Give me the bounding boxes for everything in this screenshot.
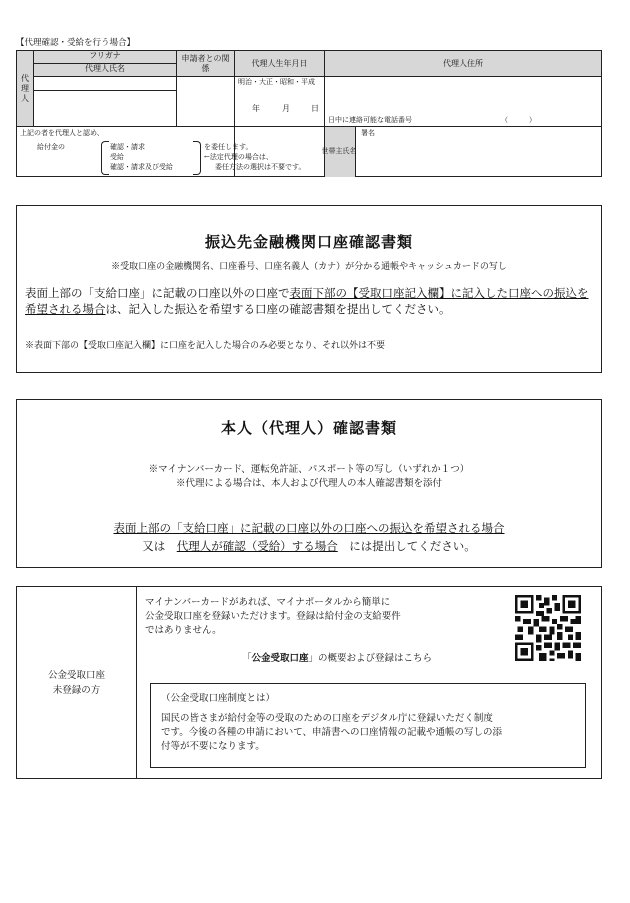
id-condition-1: 表面上部の「支給口座」に記載の口座以外の口座への振込を希望される場合: [113, 521, 505, 535]
address-header: 代理人住所: [325, 51, 602, 77]
proxy-table: [16, 50, 602, 177]
id-condition-2: [17, 538, 601, 554]
address-field[interactable]: [325, 77, 602, 127]
link-bold: 公金受取口座: [251, 653, 309, 664]
relation-header: 申請者との関係: [177, 51, 235, 77]
day-label: 日: [311, 104, 319, 113]
month-label: 月: [282, 104, 290, 113]
householder-signature-field[interactable]: [355, 127, 601, 177]
year-label: 年: [252, 104, 260, 113]
furigana-field[interactable]: [34, 77, 176, 91]
delegate-text: 上記の者を代理人と認め、: [20, 129, 104, 137]
proxy-section-title: 【代理確認・受給を行う場合】: [16, 38, 136, 48]
id-line-2: ※代理による場合は、本人および代理人の本人確認書類を添付: [175, 478, 442, 489]
option-receive[interactable]: 受給: [110, 153, 124, 161]
body-underlined-2: 口座への振込を希望される場合: [25, 286, 589, 316]
description-line: 国民の皆さまが給付金等の受取のための口座をデジタル庁に登録いただく制度: [161, 713, 493, 724]
proxy-side-label: [17, 51, 34, 127]
birthdate-header: 代理人生年月日: [235, 51, 325, 77]
or-label: 又は: [142, 539, 166, 553]
mynumber-line: 公金受取口座を登録いただけます。登録は給付金の支給要件: [145, 611, 401, 622]
condition-suffix: には提出してください。: [349, 539, 476, 553]
registration-link[interactable]: [242, 650, 432, 664]
body-underlined-1: 表面下部の【受取口座記入欄】に記入した: [289, 286, 508, 300]
bank-section-title: 振込先金融機関口座確認書類: [204, 233, 413, 251]
era-options: 明治・大正・昭和・平成: [238, 78, 315, 86]
phone-field[interactable]: （ ）: [501, 116, 536, 125]
link-rest: 」の概要および登録はこちら: [308, 653, 433, 664]
option-confirm[interactable]: 確認・請求: [110, 143, 145, 151]
option-both[interactable]: 確認・請求及び受給: [110, 163, 173, 171]
system-description-title: （公金受取口座制度とは）: [161, 693, 276, 704]
householder-cell: [321, 127, 602, 177]
right-bracket: [193, 141, 201, 175]
id-documents-box: [16, 399, 602, 568]
link-quote: 「: [242, 653, 252, 664]
description-line: 付等が不要になります。: [161, 741, 265, 752]
bank-section-note: ※表面下部の【受取口座記入欄】に口座を記入した場合のみ必要となり、それ以外は不要: [25, 341, 386, 351]
mynumber-text: [145, 596, 401, 638]
entrust-text: を委任します。: [204, 143, 253, 151]
side-char: 人: [21, 93, 29, 103]
relation-field[interactable]: [177, 77, 235, 127]
benefit-label: 給付金の: [37, 143, 65, 151]
proxy-name-field[interactable]: [34, 77, 177, 127]
left-bracket: [101, 141, 109, 175]
householder-label: 世帯主氏名: [321, 147, 357, 155]
furigana-header: フリガナ: [34, 51, 177, 64]
birthdate-field[interactable]: [235, 77, 325, 127]
bank-account-box: [16, 205, 602, 373]
bank-section-body: [25, 285, 591, 317]
id-line-1: ※マイナンバーカード、運転免許証、パスポート等の写し（いずれか１つ）: [148, 464, 470, 475]
phone-label: 日中に連絡可能な電話番号: [328, 116, 412, 125]
description-line: です。今後の各種の申請において、申請書への口座情報の記載や通帳の写しの添: [161, 727, 503, 738]
mynumber-line: マイナンバーカードがあれば、マイナポータルから簡単に: [145, 597, 391, 608]
system-description-body: [161, 712, 502, 754]
legal-note-2: 委任方法の選択は不要です。: [215, 163, 306, 171]
body-suffix: は、記入した振込を希望する口座の確認書類を提出してください。: [105, 302, 451, 316]
legal-note-1: ←法定代理の場合は、: [204, 153, 273, 161]
qr-code-icon[interactable]: [514, 595, 582, 661]
side-char: 代: [21, 73, 29, 83]
delegation-cell: [17, 127, 235, 177]
condition-proxy: 代理人が確認（受給）する場合: [176, 539, 338, 553]
system-description-box: [150, 683, 586, 768]
side-char: 理: [21, 83, 29, 93]
mynumber-line: ではありません。: [145, 625, 222, 636]
public-account-label-cell: [17, 587, 137, 779]
public-account-label-2: 未登録の方: [52, 684, 101, 696]
public-account-label-1: 公金受取口座: [47, 669, 105, 681]
bank-section-subtitle: ※受取口座の金融機関名、口座番号、口座名義人（カナ）が分かる通帳やキャッシュカードの写し: [111, 262, 507, 272]
id-section-title: 本人（代理人）確認書類: [220, 419, 397, 437]
body-prefix: 表面上部の「支給口座」に記載の口座以外の口座で: [25, 286, 290, 300]
signature-label: 署名: [361, 129, 375, 137]
proxy-name-header: 代理人氏名: [34, 64, 177, 77]
